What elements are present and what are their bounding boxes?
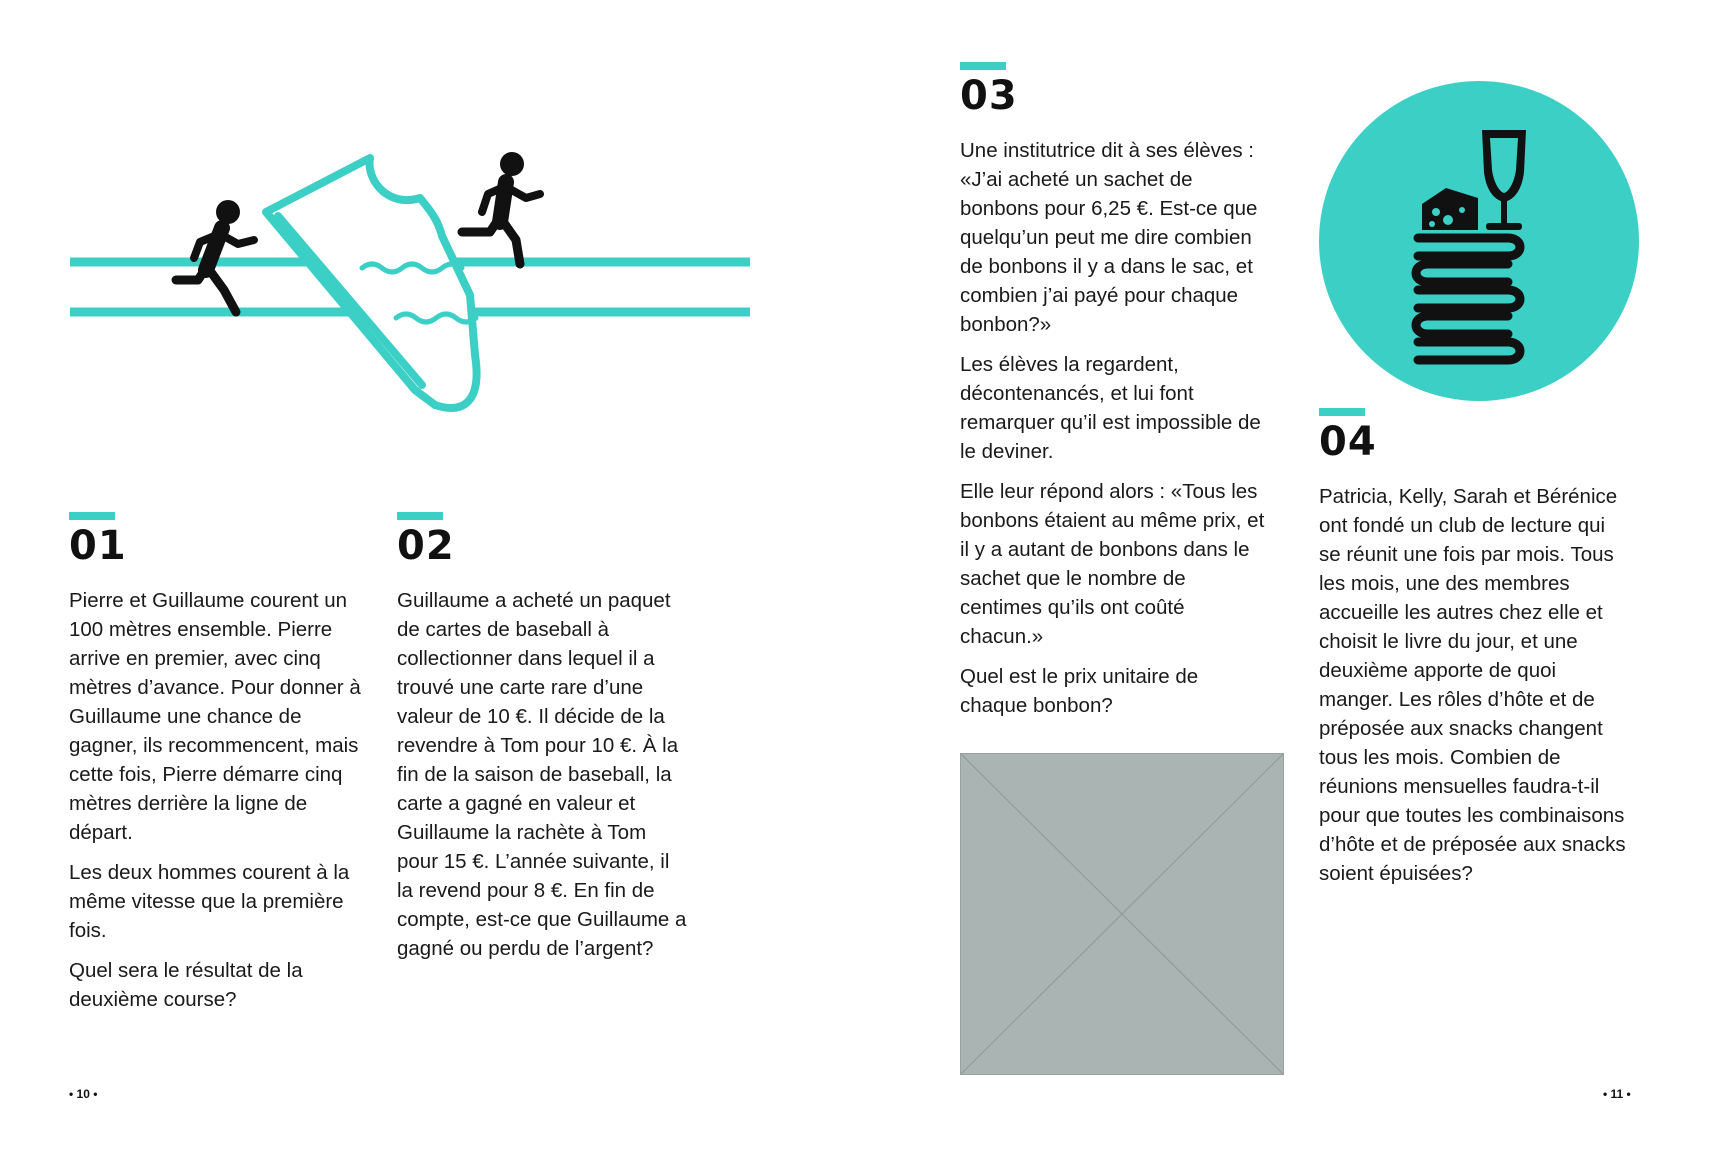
left-page xyxy=(0,0,856,1152)
puzzle-number: 02 xyxy=(397,523,455,569)
puzzle-number: 03 xyxy=(960,73,1018,119)
puzzle-text: Pierre et Guillaume courent un 100 mètres ensemble. Pierre arrive en premier, avec cinq mètres d’avance. Pour donner à Guillaume une chance de gagner, ils recommencent, mais cette fois, Pierre démarre cinq mètres derrière la ligne de départ. xyxy=(69,589,361,844)
book-club-illustration xyxy=(1318,80,1640,402)
runner-icon-right xyxy=(462,152,540,264)
puzzle-text: Guillaume a acheté un paquet de cartes de baseball à collectionner dans lequel il a trouvé une carte rare d’une valeur de 10 €. Il décide de la revendre à Tom pour 10 €. À la fin de la saison de baseball, la carte a gagné en valeur et Guillaume la rachète à Tom pour 15 €. L’année suivante, il la revend pour 8 €. En fin de compte, est-ce que Guillaume a gagné ou perdu de l’argent? xyxy=(397,589,687,960)
puzzle-text: Les deux hommes courent à la même vitesse que la première fois. xyxy=(69,861,350,942)
puzzle-text: Elle leur répond alors : «Tous les bonbons étaient au même prix, et il y a autant de bonbons dans le sachet que le nombre de centimes qu’ils ont coûté chacun.» xyxy=(960,480,1265,648)
sneaker-icon xyxy=(266,158,477,408)
puzzle-text: Patricia, Kelly, Sarah et Bérénice ont fondé un club de lecture qui se réunit une fois par mois. Tous les mois, une des membres accueille les autres chez elle et choisit le livre du jour, et une deuxième apporte de quoi manger. Les rôles d’hôte et de préposée aux snacks changent tous les mois. Combien de réunions mensuelles faudra-t-il pour que toutes les combinaisons d’hôte et de préposée aux snacks soient épuisées? xyxy=(1319,485,1626,885)
puzzle-04 xyxy=(1319,408,1629,899)
runners-sneaker-illustration xyxy=(70,150,760,460)
puzzle-number: 01 xyxy=(69,523,127,569)
right-page xyxy=(856,0,1713,1152)
puzzle-03 xyxy=(960,62,1268,731)
puzzle-text: Les élèves la regardent, décontenancés, et lui font remarquer qu’il est impossible de le deviner. xyxy=(960,353,1261,463)
image-placeholder xyxy=(960,753,1284,1075)
puzzle-number: 04 xyxy=(1319,419,1377,465)
puzzle-text: Une institutrice dit à ses élèves : «J’ai acheté un sachet de bonbons pour 6,25 €. Est-ce que quelqu’un peut me dire combien de bonbons il y a dans le sac, et combien j’ai payé pour chaque bonbon?» xyxy=(960,139,1258,336)
page-number-right: • 11 • xyxy=(1603,1087,1631,1101)
puzzle-question: Quel sera le résultat de la deuxième course? xyxy=(69,959,303,1011)
accent-bar xyxy=(69,512,115,520)
puzzle-02 xyxy=(397,512,691,974)
runner-icon-left xyxy=(176,200,254,312)
accent-bar xyxy=(397,512,443,520)
accent-bar xyxy=(1319,408,1365,416)
accent-bar xyxy=(960,62,1006,70)
puzzle-01 xyxy=(69,512,369,1025)
puzzle-question: Quel est le prix unitaire de chaque bonbon? xyxy=(960,665,1199,717)
page-number-left: • 10 • xyxy=(69,1087,98,1101)
